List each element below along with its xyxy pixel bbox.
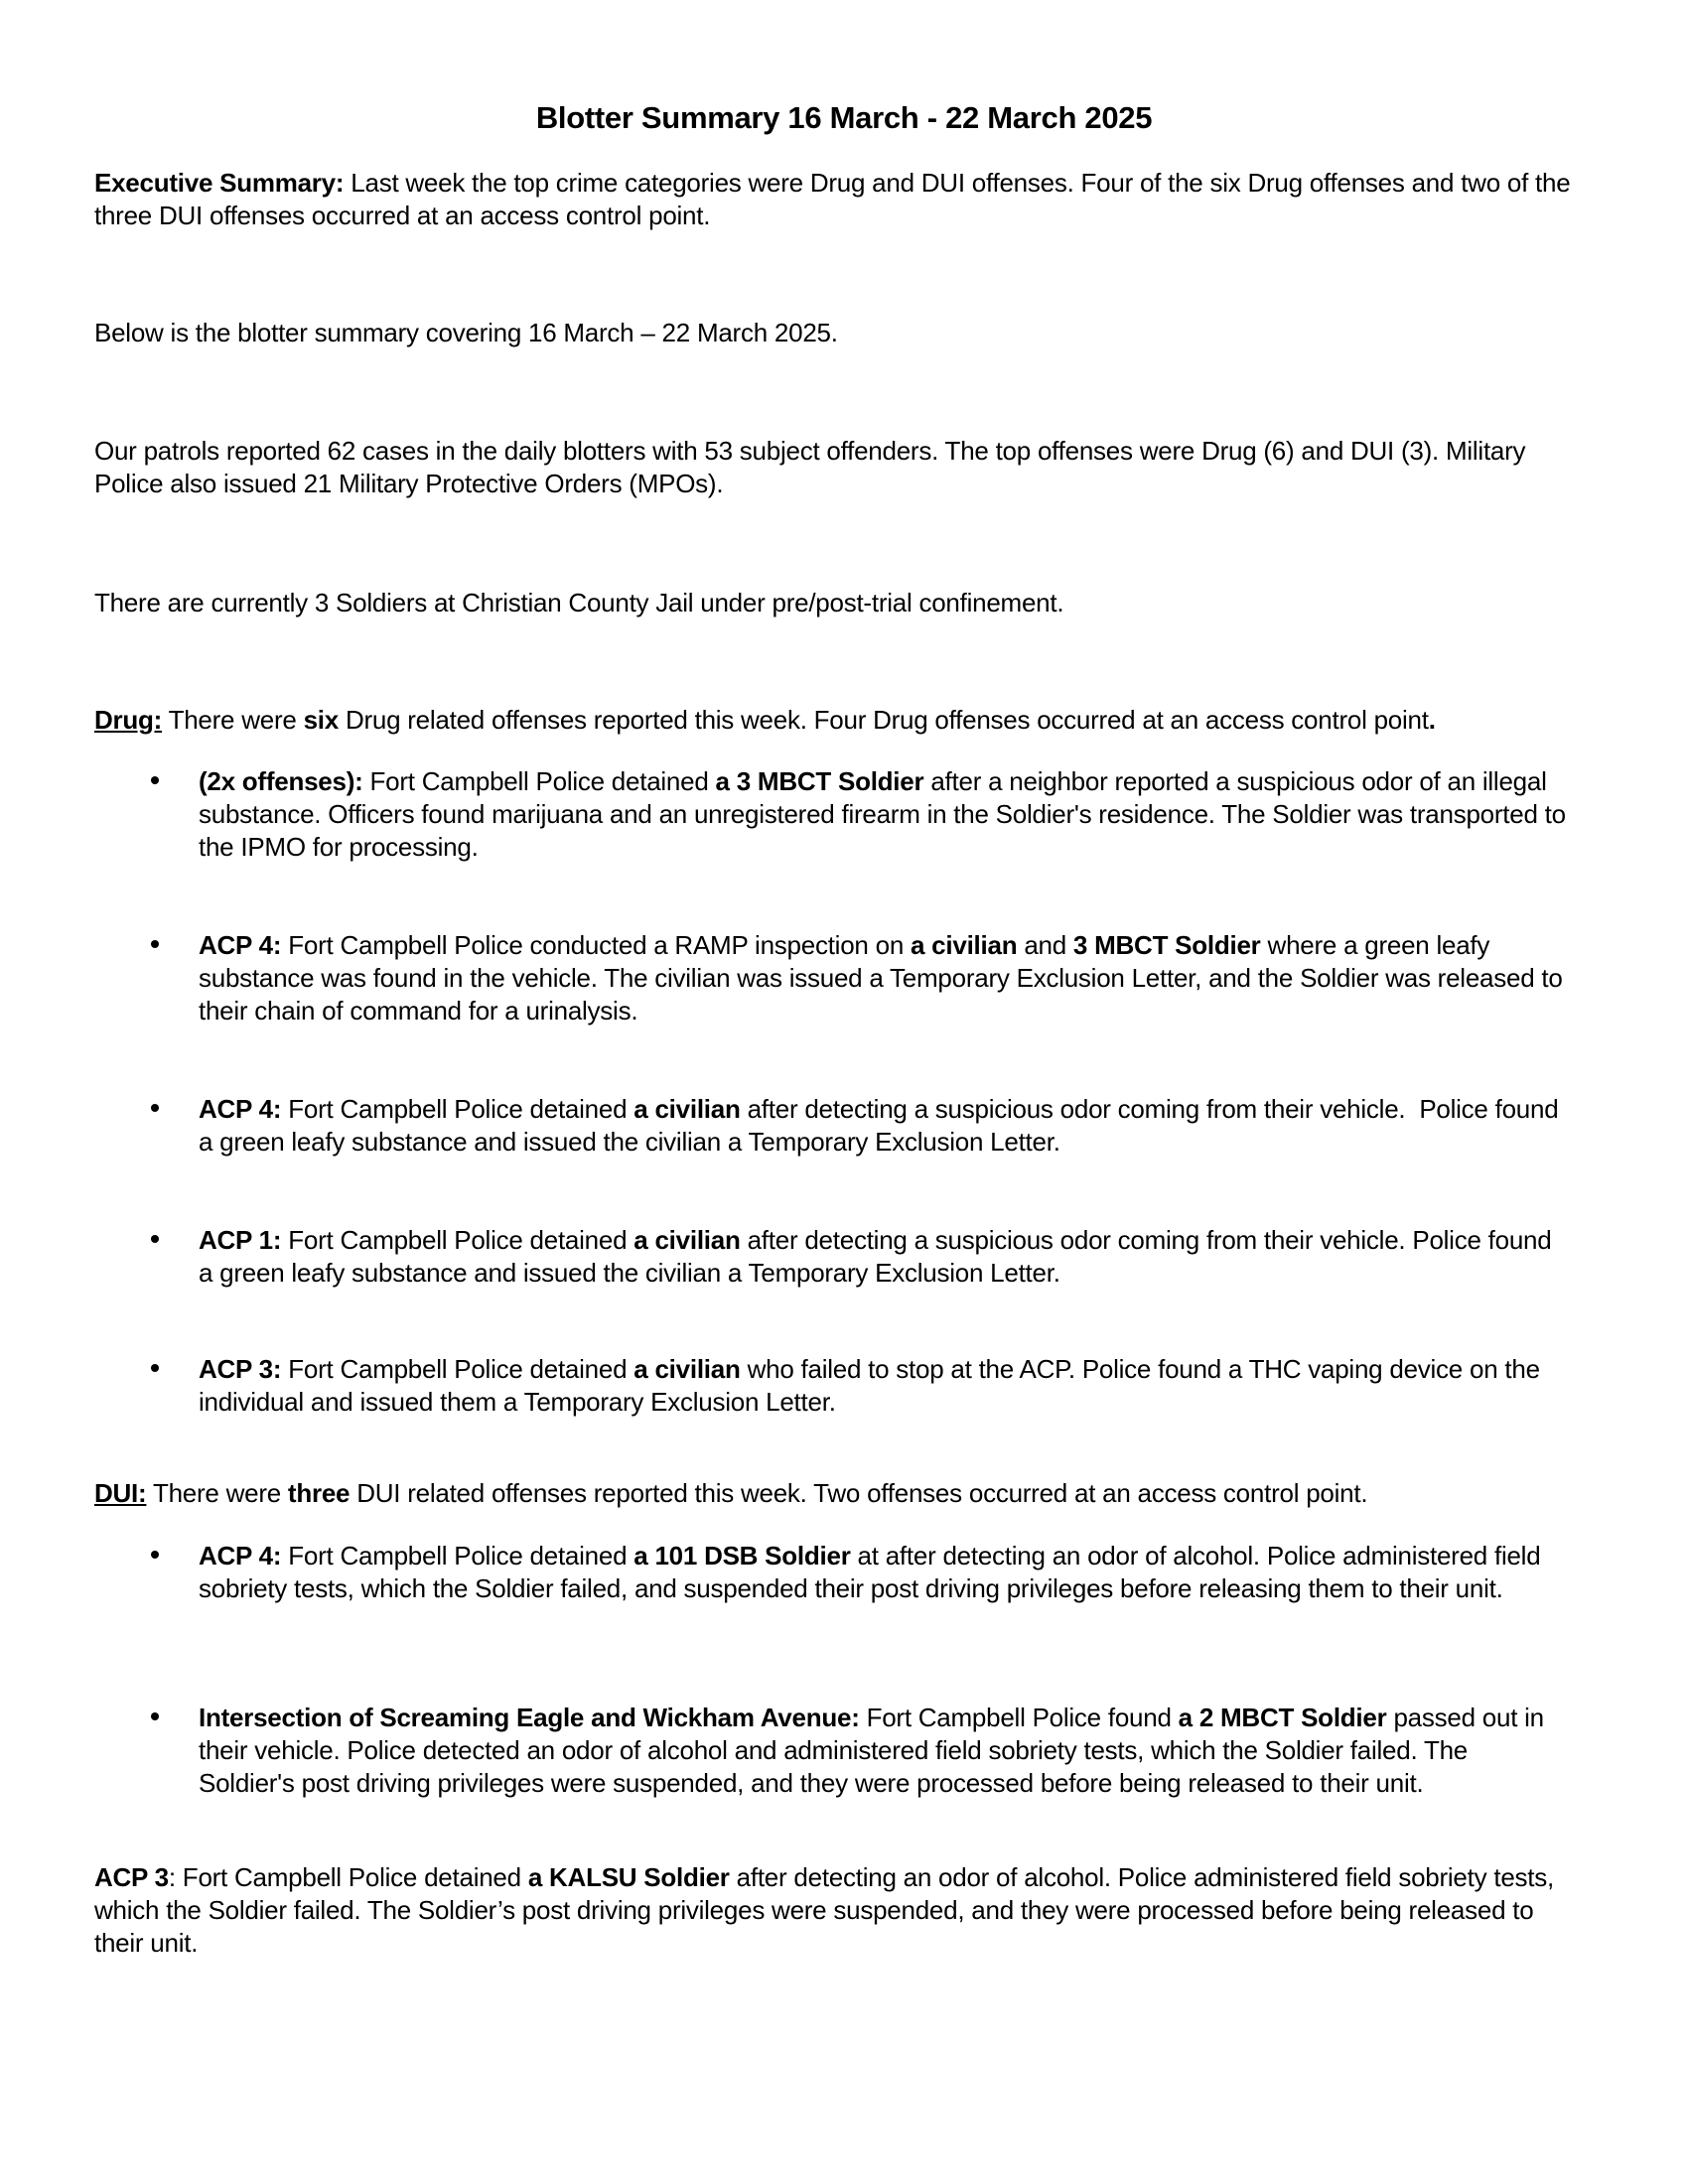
bullet-text: (2x offenses): Fort Campbell Police detained a 3 MBCT Soldier after a neighbor reported a suspicious odor of an illegal substance. Officers found marijuana and an unregistered firearm in the Soldier's residence. The Soldier was transported to the IPMO for processing. xyxy=(199,766,1566,862)
bullet-icon xyxy=(151,1712,159,1720)
bullet-text: ACP 1: Fort Campbell Police detained a civilian after detecting a suspicious odor coming from their vehicle. Police found a green leafy substance and issued the civilian a Temporary Exclusion Letter. xyxy=(199,1225,1552,1288)
paragraph-below-summary: Below is the blotter summary covering 16 March – 22 March 2025. xyxy=(94,318,838,347)
drug-bullet-acp3 xyxy=(94,1353,1569,1419)
drug-section-heading: Drug: There were six Drug related offenses reported this week. Four Drug offenses occurred at an access control point. xyxy=(94,705,1436,735)
bullet-icon xyxy=(151,1551,159,1559)
paragraph-closing-acp3: ACP 3: Fort Campbell Police detained a KALSU Soldier after detecting an odor of alcohol. Police administered field sobriety tests, which the Soldier failed. The Soldier’s post driving privileges were suspended, and they were processed before being released to their unit. xyxy=(94,1862,1554,1958)
bullet-text: Intersection of Screaming Eagle and Wickham Avenue: Fort Campbell Police found a 2 MBCT Soldier passed out in their vehicle. Police detected an odor of alcohol and administered field sobriety tests, which the Soldier failed. The Soldier's post driving privileges were suspended, and they were processed before being released to their unit. xyxy=(199,1703,1544,1798)
bullet-text: ACP 3: Fort Campbell Police detained a civilian who failed to stop at the ACP. Police found a THC vaping device on the individual and issued them a Temporary Exclusion Letter. xyxy=(199,1354,1540,1417)
paragraph-executive-summary: Executive Summary: Last week the top crime categories were Drug and DUI offenses. Four of the six Drug offenses and two of the three DUI offenses occurred at an access control point. xyxy=(94,168,1571,230)
bullet-icon xyxy=(151,940,159,948)
document-title: Blotter Summary 16 March - 22 March 2025 xyxy=(535,100,1153,135)
paragraph-confinement: There are currently 3 Soldiers at Christian County Jail under pre/post-trial confinement. xyxy=(94,588,1064,617)
drug-bullet-acp4-ramp xyxy=(94,929,1569,1027)
drug-bullet-acp1 xyxy=(94,1224,1569,1290)
dui-bullet-acp4 xyxy=(94,1540,1569,1605)
bullet-icon xyxy=(151,1364,159,1372)
drug-bullet-2x-offenses xyxy=(94,765,1569,864)
bullet-text: ACP 4: Fort Campbell Police detained a civilian after detecting a suspicious odor coming from their vehicle. Police found a green leafy substance and issued the civilian a Temporary Exclusion Letter. xyxy=(199,1094,1559,1157)
drug-bullet-acp4-detained xyxy=(94,1093,1569,1159)
bullet-icon xyxy=(151,1235,159,1243)
bullet-icon xyxy=(151,776,159,784)
dui-section-heading: DUI: There were three DUI related offenses reported this week. Two offenses occurred at an access control point. xyxy=(94,1478,1368,1508)
bullet-text: ACP 4: Fort Campbell Police detained a 101 DSB Soldier at after detecting an odor of alcohol. Police administered field sobriety tests, which the Soldier failed, and suspended their post driving privileges before releasing them to their unit. xyxy=(199,1541,1541,1603)
paragraph-patrols-cases: Our patrols reported 62 cases in the daily blotters with 53 subject offenders. The top offenses were Drug (6) and DUI (3). Military Police also issued 21 Military Protective Orders (MPOs). xyxy=(94,436,1526,498)
bullet-icon xyxy=(151,1104,159,1112)
bullet-text: ACP 4: Fort Campbell Police conducted a RAMP inspection on a civilian and 3 MBCT Soldier where a green leafy substance was found in the vehicle. The civilian was issued a Temporary Exclusion Letter, and the Soldier was released to their chain of command for a urinalysis. xyxy=(199,930,1563,1025)
dui-bullet-intersection xyxy=(94,1702,1569,1800)
